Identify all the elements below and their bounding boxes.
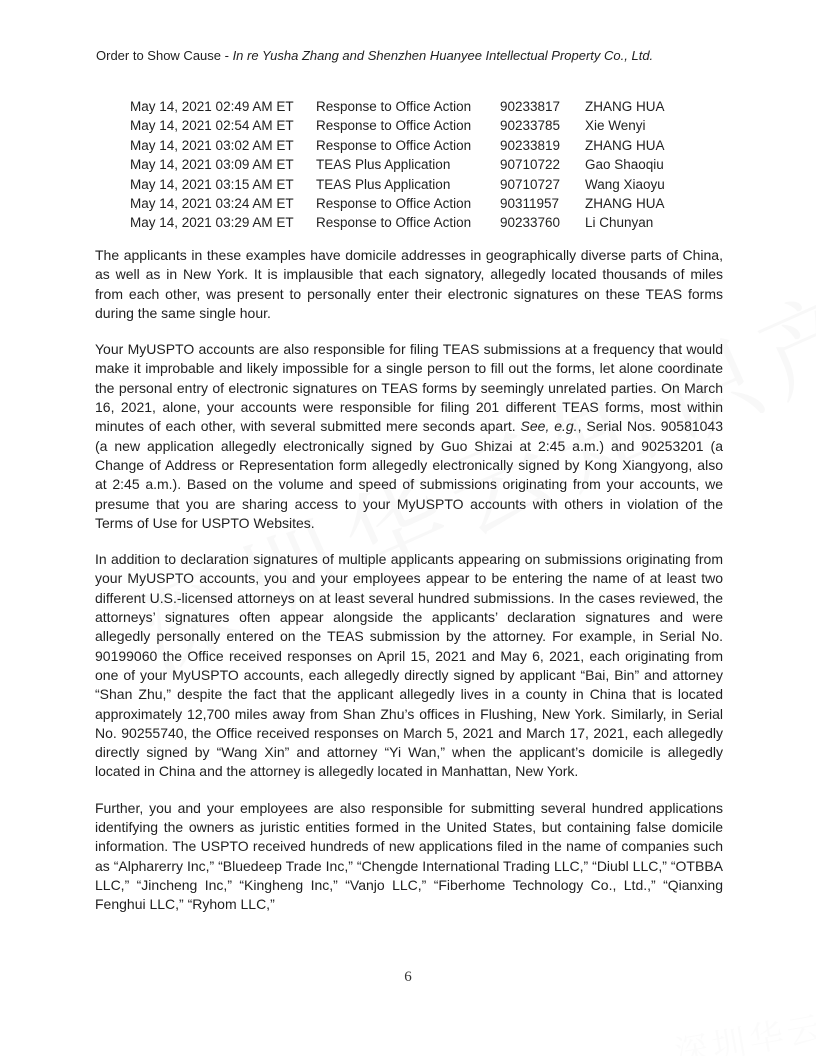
table-row xyxy=(130,155,665,174)
submission-serial: 90233760 xyxy=(500,215,561,231)
submission-action: TEAS Plus Application xyxy=(316,157,451,173)
paragraph-filing-frequency xyxy=(95,340,723,533)
submission-datetime: May 14, 2021 03:29 AM ET xyxy=(130,215,294,231)
submission-datetime: May 14, 2021 02:49 AM ET xyxy=(130,99,294,114)
submission-serial: 90710722 xyxy=(500,157,561,173)
page-number: 6 xyxy=(404,969,412,985)
table-row xyxy=(130,116,665,135)
page-header xyxy=(96,48,653,64)
table-row xyxy=(130,213,665,232)
submission-serial: 90233817 xyxy=(500,99,561,114)
submission-signatory: Li Chunyan xyxy=(585,215,654,231)
table-row xyxy=(130,194,665,213)
submission-datetime: May 14, 2021 03:09 AM ET xyxy=(130,157,294,173)
submission-signatory: ZHANG HUA xyxy=(585,137,665,153)
document-body xyxy=(95,246,723,932)
submission-serial: 90233785 xyxy=(500,118,561,134)
paragraph-attorney-signatures: In addition to declaration signatures of multiple applicants appearing on submissions originating from your MyUSPTO accounts, you and your employees appear to be entering the name of at least two different U.S.-licensed attorneys on at least several hundred submissions. In the cases reviewed, the attorneys’ signatures often appear alongside the applicants’ declaration signatures and were allegedly personally entered on the TEAS submission by the attorney. For example, in Serial No. 90199060 the Office received responses on April 15, 2021 and May 6, 2021, each originating from one of your MyUSPTO accounts, each allegedly directly signed by applicant “Bai, Bin” and attorney “Shan Zhu,” despite the fact that the applicant allegedly lives in a county in China that is located approximately 12,700 miles away from Shan Zhu’s offices in Flushing, New York. Similarly, in Serial No. 90255740, the Office received responses on March 5, 2021 and March 17, 2021, each allegedly directly signed by “Wang Xin” and attorney “Yi Wan,” when the applicant’s domicile is allegedly located in China and the attorney is allegedly located in Manhattan, New York. xyxy=(95,551,723,780)
submission-action: Response to Office Action xyxy=(316,137,472,153)
paragraph-false-domicile: Further, you and your employees are also responsible for submitting several hundred applications identifying the owners as juristic entities formed in the United States, but containing false domicile information. The USPTO received hundreds of new applications filed in the name of companies such as “Alpharerry Inc,” “Bluedeep Trade Inc,” “Chengde International Trading LLC,” “Diubl LLC,” “OTBBA LLC,” “Jincheng Inc,” “Kingheng Inc,” “Vanjo LLC,” “Fiberhome Technology Co., Ltd.,” “Qianxing Fenghui LLC,” “Ryhom LLC,” xyxy=(95,799,723,913)
submission-signatory: Xie Wenyi xyxy=(585,118,646,134)
see-eg-citation: See, e.g. xyxy=(520,418,578,435)
submission-serial: 90233819 xyxy=(500,137,561,153)
submission-action: Response to Office Action xyxy=(316,118,472,134)
table-row xyxy=(130,175,665,194)
submissions-table xyxy=(130,97,665,233)
submission-datetime: May 14, 2021 03:15 AM ET xyxy=(130,176,294,192)
header-case-name: In re Yusha Zhang and Shenzhen Huanyee Intellectual Property Co., Ltd. xyxy=(232,48,654,63)
paragraph-filing-frequency-text: Your MyUSPTO accounts are also responsible for filing TEAS submissions at a frequency that would make it improbable and likely impossible for a single person to fill out the forms, let alone coordinate the personal entry of electronic signatures on TEAS forms by seemingly unrelated parties. On March 16, 2021, alone, your accounts were responsible for filing 201 different TEAS forms, most within minutes of each other, with several submitted mere seconds apart. xyxy=(95,341,723,435)
submission-datetime: May 14, 2021 03:02 AM ET xyxy=(130,137,294,153)
table-row xyxy=(130,97,665,116)
submission-action: TEAS Plus Application xyxy=(316,176,451,192)
table-row xyxy=(130,136,665,155)
submission-serial: 90311957 xyxy=(500,196,560,212)
submission-action: Response to Office Action xyxy=(316,196,472,212)
submission-signatory: Wang Xiaoyu xyxy=(585,176,665,192)
submission-signatory: ZHANG HUA xyxy=(585,196,665,212)
submission-action: Response to Office Action xyxy=(316,99,472,114)
submission-serial: 90710727 xyxy=(500,176,561,192)
submission-datetime: May 14, 2021 02:54 AM ET xyxy=(130,118,294,134)
paragraph-filing-frequency-continued: , Serial Nos. 90581043 (a new application allegedly electronically signed by Guo Shizai at 2:45 a.m.) and 90253201 (a Change of Address or Representation form allegedly electronically signed by Kong Xiangyong, also at 2:45 a.m.). Based on the volume and speed of submissions originating from your accounts, we presume that you are sharing access to your MyUSPTO accounts with others in violation of the Terms of Use for USPTO Websites. xyxy=(95,418,723,531)
submission-signatory: Gao Shaoqiu xyxy=(585,157,664,173)
corner-watermark xyxy=(670,974,816,1056)
paragraph-domicile-addresses: The applicants in these examples have domicile addresses in geographically diverse parts of China, as well as in New York. It is implausible that each signatory, allegedly located thousands of miles from each other, was present to personally enter their electronic signatures on these TEAS forms during the same single hour. xyxy=(95,247,723,321)
submission-action: Response to Office Action xyxy=(316,215,472,231)
submission-signatory: ZHANG HUA xyxy=(585,99,665,114)
header-doc-title: Order to Show Cause - xyxy=(96,48,233,63)
submission-datetime: May 14, 2021 03:24 AM ET xyxy=(130,196,294,212)
